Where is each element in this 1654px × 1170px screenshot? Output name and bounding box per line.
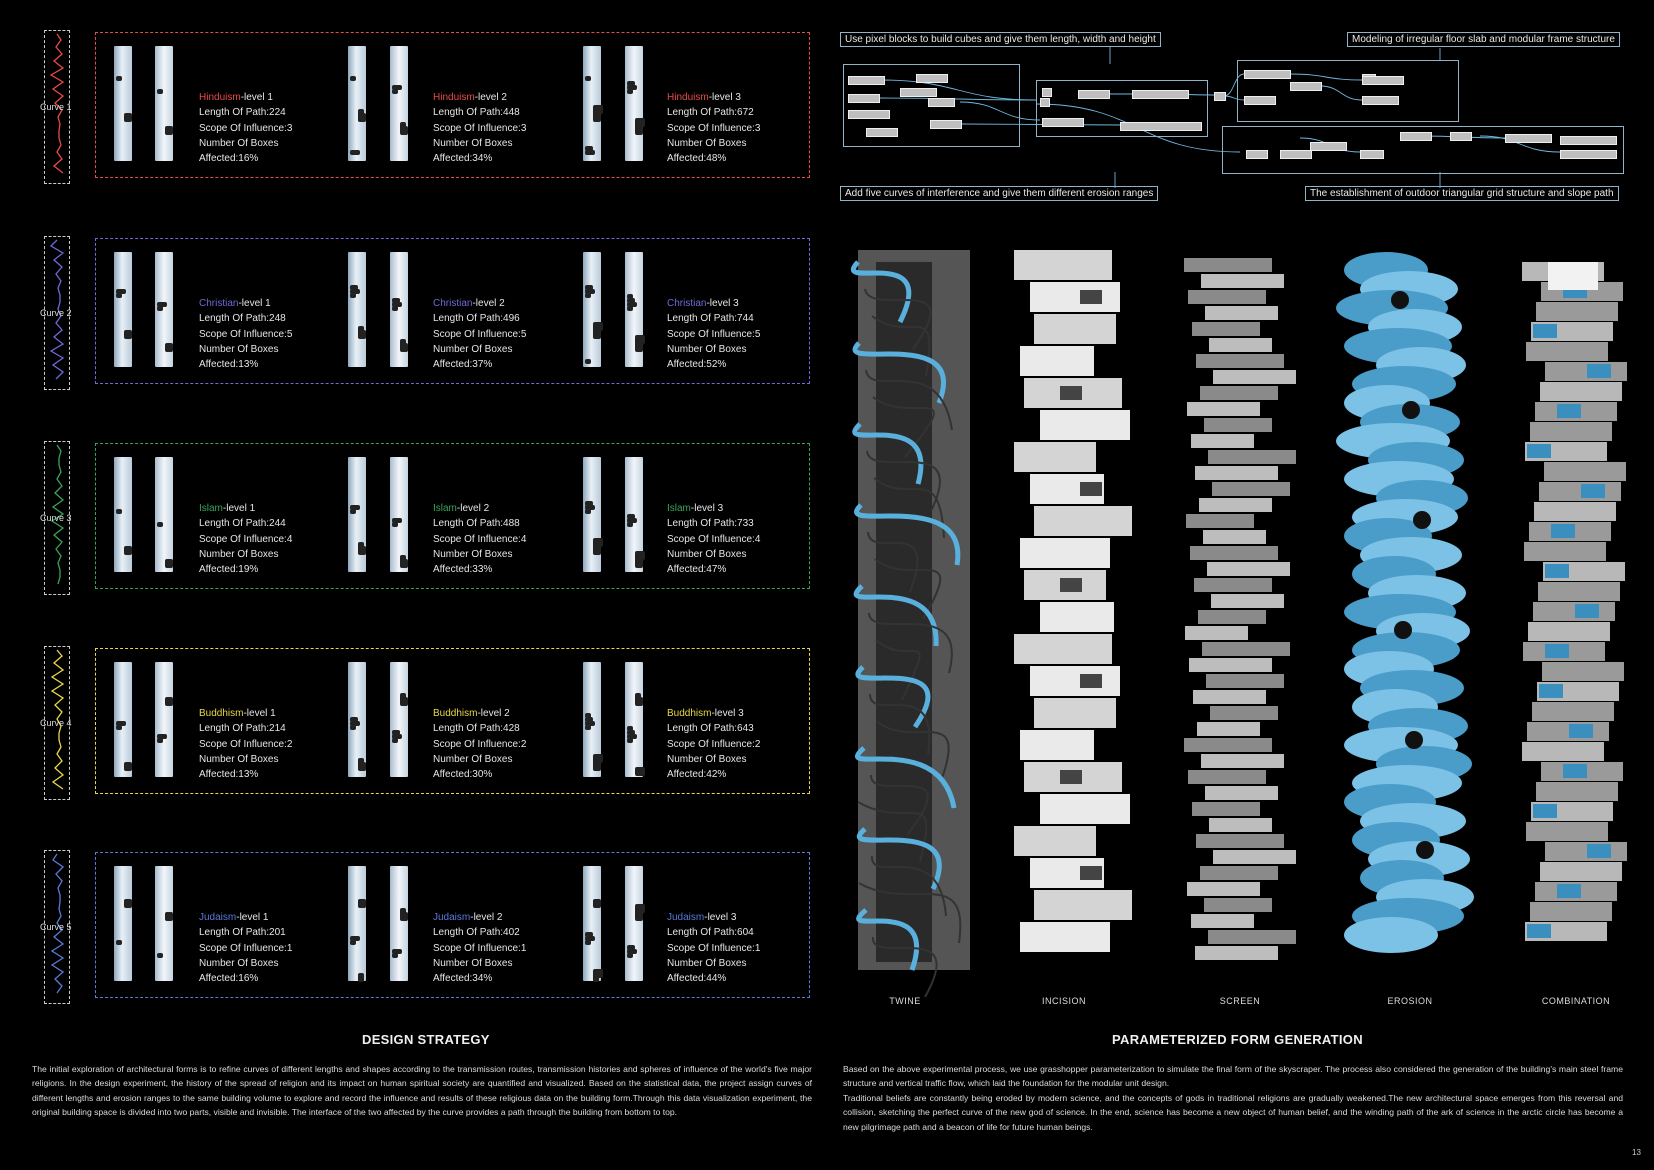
combination-block <box>1545 362 1627 381</box>
combination-patch <box>1551 524 1575 538</box>
combination-patch <box>1569 724 1593 738</box>
screen-block <box>1194 578 1272 592</box>
combination-block <box>1526 822 1608 841</box>
combination-patch <box>1527 444 1551 458</box>
incision-block <box>1034 506 1132 536</box>
religion-name: Christian <box>199 298 239 309</box>
screen-block <box>1201 274 1284 288</box>
religion-name: Islam <box>667 503 691 514</box>
incision-block <box>1040 602 1114 632</box>
form-label-erosion: EROSION <box>1387 996 1433 1006</box>
incision-block <box>1014 250 1112 280</box>
screen-block <box>1211 594 1284 608</box>
gh-label-cubes: Use pixel blocks to build cubes and give them length, width and height <box>840 32 1161 47</box>
level-boxes: Number Of Boxes <box>667 753 747 765</box>
level-path: Length Of Path:733 <box>667 518 754 530</box>
religion-name: Islam <box>199 503 223 514</box>
erosion-blob <box>1344 917 1438 953</box>
combination-block <box>1534 502 1616 521</box>
religion-name: Buddhism <box>433 708 478 719</box>
screen-block <box>1202 642 1290 656</box>
level-affected: Affected:30% <box>433 769 493 781</box>
level-path: Length Of Path:201 <box>199 927 286 939</box>
level-boxes: Number Of Boxes <box>667 343 747 355</box>
level-name: -level 3 <box>711 708 744 719</box>
screen-block <box>1204 898 1272 912</box>
combination-block <box>1540 382 1622 401</box>
level-path: Length Of Path:224 <box>199 107 286 119</box>
curve-label: Curve 5 <box>40 922 72 932</box>
combination-block <box>1530 422 1612 441</box>
screen-block <box>1197 722 1260 736</box>
level-scope: Scope Of Influence:3 <box>433 122 527 134</box>
combination-top <box>1548 262 1598 290</box>
screen-block <box>1189 658 1272 672</box>
incision-block <box>1040 410 1130 440</box>
screen-block <box>1201 754 1284 768</box>
level-name: -level 2 <box>477 708 510 719</box>
combination-block <box>1530 902 1612 921</box>
level-name: -level 3 <box>706 298 739 309</box>
level-boxes: Number Of Boxes <box>199 137 279 149</box>
level-path: Length Of Path:496 <box>433 313 520 325</box>
screen-block <box>1207 562 1290 576</box>
combination-patch <box>1539 684 1563 698</box>
combination-block <box>1527 722 1609 741</box>
level-name: -level 1 <box>222 503 256 514</box>
screen-block <box>1193 690 1266 704</box>
screen-block <box>1188 290 1266 304</box>
erosion-hole <box>1391 291 1409 309</box>
level-affected: Affected:52% <box>667 359 727 371</box>
level-affected: Affected:47% <box>667 564 727 576</box>
incision-void <box>1060 386 1082 400</box>
level-name: -level 3 <box>690 503 724 514</box>
religion-name: Hinduism <box>199 92 241 103</box>
screen-block <box>1196 354 1284 368</box>
page-number: 13 <box>1632 1148 1641 1157</box>
combination-block <box>1538 582 1620 601</box>
religion-name: Judaism <box>433 912 471 923</box>
level-scope: Scope Of Influence:5 <box>667 328 761 340</box>
religion-name: Judaism <box>199 912 237 923</box>
combination-patch <box>1557 884 1581 898</box>
screen-block <box>1198 610 1266 624</box>
screen-block <box>1206 674 1284 688</box>
level-boxes: Number Of Boxes <box>667 548 747 560</box>
level-path: Length Of Path:604 <box>667 927 754 939</box>
erosion-hole <box>1416 841 1434 859</box>
level-affected: Affected:34% <box>433 973 493 985</box>
gh-label-floor: Modeling of irregular floor slab and modular frame structure <box>1347 32 1620 47</box>
incision-block <box>1014 442 1096 472</box>
religion-name: Hinduism <box>667 92 709 103</box>
form-label-twine: TWINE <box>889 996 921 1006</box>
screen-block <box>1205 786 1278 800</box>
level-affected: Affected:42% <box>667 769 727 781</box>
level-boxes: Number Of Boxes <box>199 753 279 765</box>
level-affected: Affected:33% <box>433 564 493 576</box>
combination-block <box>1544 462 1626 481</box>
incision-block <box>1034 314 1116 344</box>
screen-block <box>1187 402 1260 416</box>
incision-void <box>1080 674 1102 688</box>
combination-patch <box>1563 764 1587 778</box>
level-affected: Affected:34% <box>433 153 493 165</box>
level-path: Length Of Path:672 <box>667 107 754 119</box>
screen-block <box>1190 546 1278 560</box>
level-name: -level 2 <box>472 298 505 309</box>
level-affected: Affected:37% <box>433 359 493 371</box>
level-affected: Affected:44% <box>667 973 727 985</box>
screen-block <box>1192 802 1260 816</box>
screen-block <box>1195 466 1278 480</box>
level-affected: Affected:13% <box>199 769 259 781</box>
screen-block <box>1208 930 1296 944</box>
religion-name: Hinduism <box>433 92 475 103</box>
screen-block <box>1199 498 1272 512</box>
screen-block <box>1205 306 1278 320</box>
level-boxes: Number Of Boxes <box>199 343 279 355</box>
param-heading: PARAMETERIZED FORM GENERATION <box>1112 1032 1363 1047</box>
level-boxes: Number Of Boxes <box>433 137 513 149</box>
screen-block <box>1184 738 1272 752</box>
combination-patch <box>1575 604 1599 618</box>
screen-block <box>1213 850 1296 864</box>
design-strategy-text: The initial exploration of architectural forms is to refine curves of different lengths and shapes according to the transmission routes, transmission histories and spheres of influence of the world's five major religions. In the design experiment, the history of the spread of religion and its impact on human spiritual society are quantified and visualized. Based on the statistical data, the project assign curves of different lengths and erosion ranges to the same building volume to explore and record the influence and results of these religious data on the building form.Through this data visualization experiment, the original building space is divided into two parts, visible and invisible. The interface of the two affected by the curve provides a path through the building from bottom to top. <box>32 1064 812 1117</box>
combination-block <box>1540 862 1622 881</box>
screen-block <box>1208 450 1296 464</box>
combination-block <box>1539 482 1621 501</box>
combination-patch <box>1545 644 1569 658</box>
screen-block <box>1210 706 1278 720</box>
incision-block <box>1014 634 1112 664</box>
combination-block <box>1545 842 1627 861</box>
param-text-1: Based on the above experimental process, we use grasshopper parameterization to simulate the final form of the skyscraper. The process also considered the generation of the building's main steel frame structure and vertical traffic flow, which laid the foundation for the modular unit design. <box>843 1064 1623 1089</box>
level-name: -level 1 <box>236 912 269 923</box>
level-path: Length Of Path:428 <box>433 723 520 735</box>
level-path: Length Of Path:448 <box>433 107 520 119</box>
level-path: Length Of Path:248 <box>199 313 286 325</box>
level-boxes: Number Of Boxes <box>433 548 513 560</box>
level-scope: Scope Of Influence:5 <box>433 328 527 340</box>
erosion-hole <box>1402 401 1420 419</box>
level-boxes: Number Of Boxes <box>667 137 747 149</box>
level-scope: Scope Of Influence:2 <box>667 738 761 750</box>
incision-block <box>1030 282 1120 312</box>
combination-patch <box>1533 804 1557 818</box>
religion-name: Buddhism <box>199 708 244 719</box>
combination-patch <box>1587 364 1611 378</box>
level-scope: Scope Of Influence:3 <box>667 122 761 134</box>
level-path: Length Of Path:643 <box>667 723 754 735</box>
combination-patch <box>1545 564 1569 578</box>
erosion-hole <box>1394 621 1412 639</box>
level-affected: Affected:16% <box>199 153 259 165</box>
combination-block <box>1522 742 1604 761</box>
erosion-hole <box>1413 511 1431 529</box>
religion-name: Christian <box>433 298 473 309</box>
screen-block <box>1204 418 1272 432</box>
level-path: Length Of Path:402 <box>433 927 520 939</box>
form-label-combination: COMBINATION <box>1541 996 1611 1006</box>
combination-patch <box>1533 324 1557 338</box>
incision-block <box>1020 922 1110 952</box>
screen-block <box>1187 882 1260 896</box>
screen-block <box>1200 866 1278 880</box>
incision-void <box>1080 482 1102 496</box>
combination-patch <box>1527 924 1551 938</box>
incision-block <box>1014 826 1096 856</box>
level-path: Length Of Path:744 <box>667 313 754 325</box>
screen-block <box>1192 322 1260 336</box>
screen-block <box>1184 258 1272 272</box>
level-boxes: Number Of Boxes <box>199 548 279 560</box>
gh-label-grid: The establishment of outdoor triangular grid structure and slope path <box>1305 186 1619 201</box>
incision-block <box>1034 698 1116 728</box>
screen-block <box>1213 370 1296 384</box>
level-scope: Scope Of Influence:3 <box>199 122 293 134</box>
incision-block <box>1020 538 1110 568</box>
combination-block <box>1542 662 1624 681</box>
curve-label: Curve 2 <box>40 308 72 318</box>
combination-block <box>1532 702 1614 721</box>
level-name: -level 2 <box>470 912 503 923</box>
incision-block <box>1020 346 1094 376</box>
curve-label: Curve 3 <box>40 513 72 523</box>
religion-name: Buddhism <box>667 708 712 719</box>
screen-block <box>1212 482 1290 496</box>
combination-block <box>1526 342 1608 361</box>
screen-block <box>1209 338 1272 352</box>
screen-block <box>1191 914 1254 928</box>
combination-block <box>1536 302 1618 321</box>
level-name: -level 1 <box>243 708 276 719</box>
incision-void <box>1060 578 1082 592</box>
level-boxes: Number Of Boxes <box>433 957 513 969</box>
level-scope: Scope Of Influence:2 <box>433 738 527 750</box>
screen-block <box>1186 514 1254 528</box>
level-scope: Scope Of Influence:4 <box>199 533 293 545</box>
screen-block <box>1200 386 1278 400</box>
level-boxes: Number Of Boxes <box>667 957 747 969</box>
level-name: -level 2 <box>456 503 490 514</box>
level-scope: Scope Of Influence:1 <box>667 942 761 954</box>
incision-block <box>1020 730 1094 760</box>
level-affected: Affected:16% <box>199 973 259 985</box>
incision-void <box>1080 866 1102 880</box>
screen-block <box>1196 834 1284 848</box>
design-strategy-heading: DESIGN STRATEGY <box>362 1032 490 1047</box>
erosion-hole <box>1405 731 1423 749</box>
curve-label: Curve 1 <box>40 102 72 112</box>
incision-void <box>1060 770 1082 784</box>
incision-void <box>1080 290 1102 304</box>
combination-patch <box>1587 844 1611 858</box>
screen-block <box>1203 530 1266 544</box>
param-text-2: Traditional beliefs are constantly being eroded by modern science, and the concepts of gods in traditional religions are gradually weakened.The new architectural space emerges from this reversal and collision, sketching the perfect curve of the new god of science. In the end, science has become a new object of human belief, and the winding path of the ark of science in the arctic circle has become a new pilgrimage path and a beacon of life for future human beings. <box>843 1093 1623 1132</box>
level-boxes: Number Of Boxes <box>433 753 513 765</box>
level-name: -level 2 <box>474 92 507 103</box>
level-affected: Affected:19% <box>199 564 259 576</box>
screen-block <box>1185 626 1248 640</box>
level-boxes: Number Of Boxes <box>199 957 279 969</box>
form-label-incision: INCISION <box>1041 996 1087 1006</box>
level-name: -level 3 <box>708 92 741 103</box>
combination-patch <box>1581 484 1605 498</box>
screen-block <box>1188 770 1266 784</box>
level-scope: Scope Of Influence:1 <box>433 942 527 954</box>
combination-block <box>1524 542 1606 561</box>
religion-name: Islam <box>433 503 457 514</box>
level-name: -level 1 <box>238 298 271 309</box>
level-scope: Scope Of Influence:4 <box>433 533 527 545</box>
level-affected: Affected:13% <box>199 359 259 371</box>
level-name: -level 3 <box>704 912 737 923</box>
religion-name: Judaism <box>667 912 705 923</box>
level-path: Length Of Path:244 <box>199 518 286 530</box>
combination-block <box>1528 622 1610 641</box>
combination-patch <box>1557 404 1581 418</box>
gh-label-curves: Add five curves of interference and give them different erosion ranges <box>840 186 1158 201</box>
incision-block <box>1030 666 1120 696</box>
form-label-screen: SCREEN <box>1219 996 1261 1006</box>
level-scope: Scope Of Influence:1 <box>199 942 293 954</box>
combination-block <box>1533 602 1615 621</box>
level-path: Length Of Path:214 <box>199 723 286 735</box>
combination-block <box>1536 782 1618 801</box>
screen-block <box>1209 818 1272 832</box>
incision-block <box>1034 890 1132 920</box>
level-boxes: Number Of Boxes <box>433 343 513 355</box>
level-path: Length Of Path:488 <box>433 518 520 530</box>
screen-block <box>1195 946 1278 960</box>
level-scope: Scope Of Influence:2 <box>199 738 293 750</box>
incision-block <box>1040 794 1130 824</box>
level-name: -level 1 <box>240 92 273 103</box>
curve-label: Curve 4 <box>40 718 72 728</box>
screen-block <box>1191 434 1254 448</box>
level-scope: Scope Of Influence:4 <box>667 533 761 545</box>
level-affected: Affected:48% <box>667 153 727 165</box>
religion-name: Christian <box>667 298 707 309</box>
level-scope: Scope Of Influence:5 <box>199 328 293 340</box>
